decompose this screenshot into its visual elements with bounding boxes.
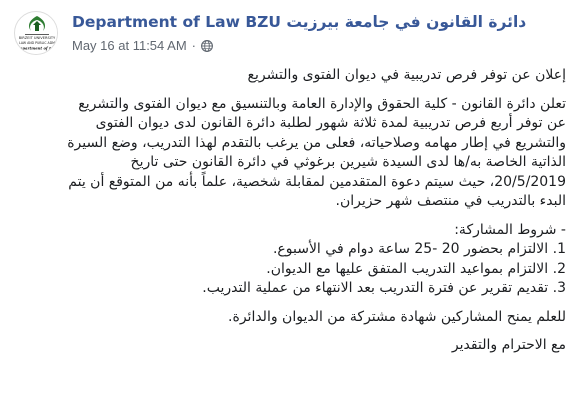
closing-para	[10, 336, 566, 356]
closing-text: مع الاحترام والتقدير	[451, 337, 566, 353]
post-heading-para	[10, 66, 566, 86]
post-body	[10, 66, 566, 365]
meta-separator: ·	[191, 38, 197, 53]
note-text: للعلم يمنح المشاركين شهادة مشتركة من الديوان والدائرة.	[228, 308, 566, 325]
conditions-section	[10, 221, 566, 299]
post-header	[14, 11, 566, 55]
condition-item: 1. الالتزام بحضور 20 -25 ساعة دوام في الأسبوع.	[272, 241, 566, 257]
bzu-logo-icon	[15, 12, 58, 55]
condition-item: 2. الالتزام بمواعيد التدريب المتفق عليها مع الديوان.	[266, 260, 566, 277]
intro-line: عن توفر أربع فرص تدريبية لمدة ثلاثة شهور لطلبة دائرة القانون لدى ديوان الفتوى	[95, 115, 566, 131]
page-name[interactable]: Department of Law BZU	[72, 13, 281, 31]
note-para	[10, 308, 566, 328]
page-name-ar[interactable]: دائرة القانون في جامعة بيرزيت	[286, 13, 527, 31]
avatar-top-text: BIRZEIT UNIVERSITY	[18, 36, 56, 40]
intro-paragraph	[10, 95, 566, 212]
intro-line: تعلن دائرة القانون - كلية الحقوق والإدارة العامة وبالتنسيق مع ديوان الفتوى والتشريع	[78, 95, 566, 112]
intro-line: البدء بالتدريب في منتصف شهر حزيران.	[335, 193, 566, 209]
post-heading: إعلان عن توفر فرص تدريبية في ديوان الفتوى والتشريع	[247, 67, 566, 83]
intro-line: والتشريع في إطار مهامه وصلاحياته، فعلى من يرغب بالتقدم لهذا التدريب، وضع السيرة	[67, 134, 566, 151]
condition-item: 3. تقديم تقرير عن فترة التدريب بعد الانتهاء من عملية التدريب.	[202, 280, 566, 296]
globe-icon[interactable]	[201, 40, 213, 52]
page-name-line	[72, 13, 526, 31]
conditions-title: - شروط المشاركة:	[454, 221, 566, 238]
intro-line: الذاتية الخاصة به/ها لدى السيدة شيرين برغوثي في دائرة القانون حتى تاريخ	[130, 154, 566, 170]
avatar-bottom-text: Department of Law	[16, 45, 58, 51]
intro-line: 20/5/2019، حيث سيتم دعوة المتقدمين لمقابلة شخصية، علماً بأنه من المتوقع أن يتم	[68, 173, 566, 190]
post-meta	[72, 38, 213, 53]
post-timestamp[interactable]: May 16 at 11:54 AM	[72, 38, 187, 53]
avatar-mid-text: LAW AND PUBLIC ADM	[19, 41, 55, 45]
page-avatar[interactable]	[14, 11, 58, 55]
